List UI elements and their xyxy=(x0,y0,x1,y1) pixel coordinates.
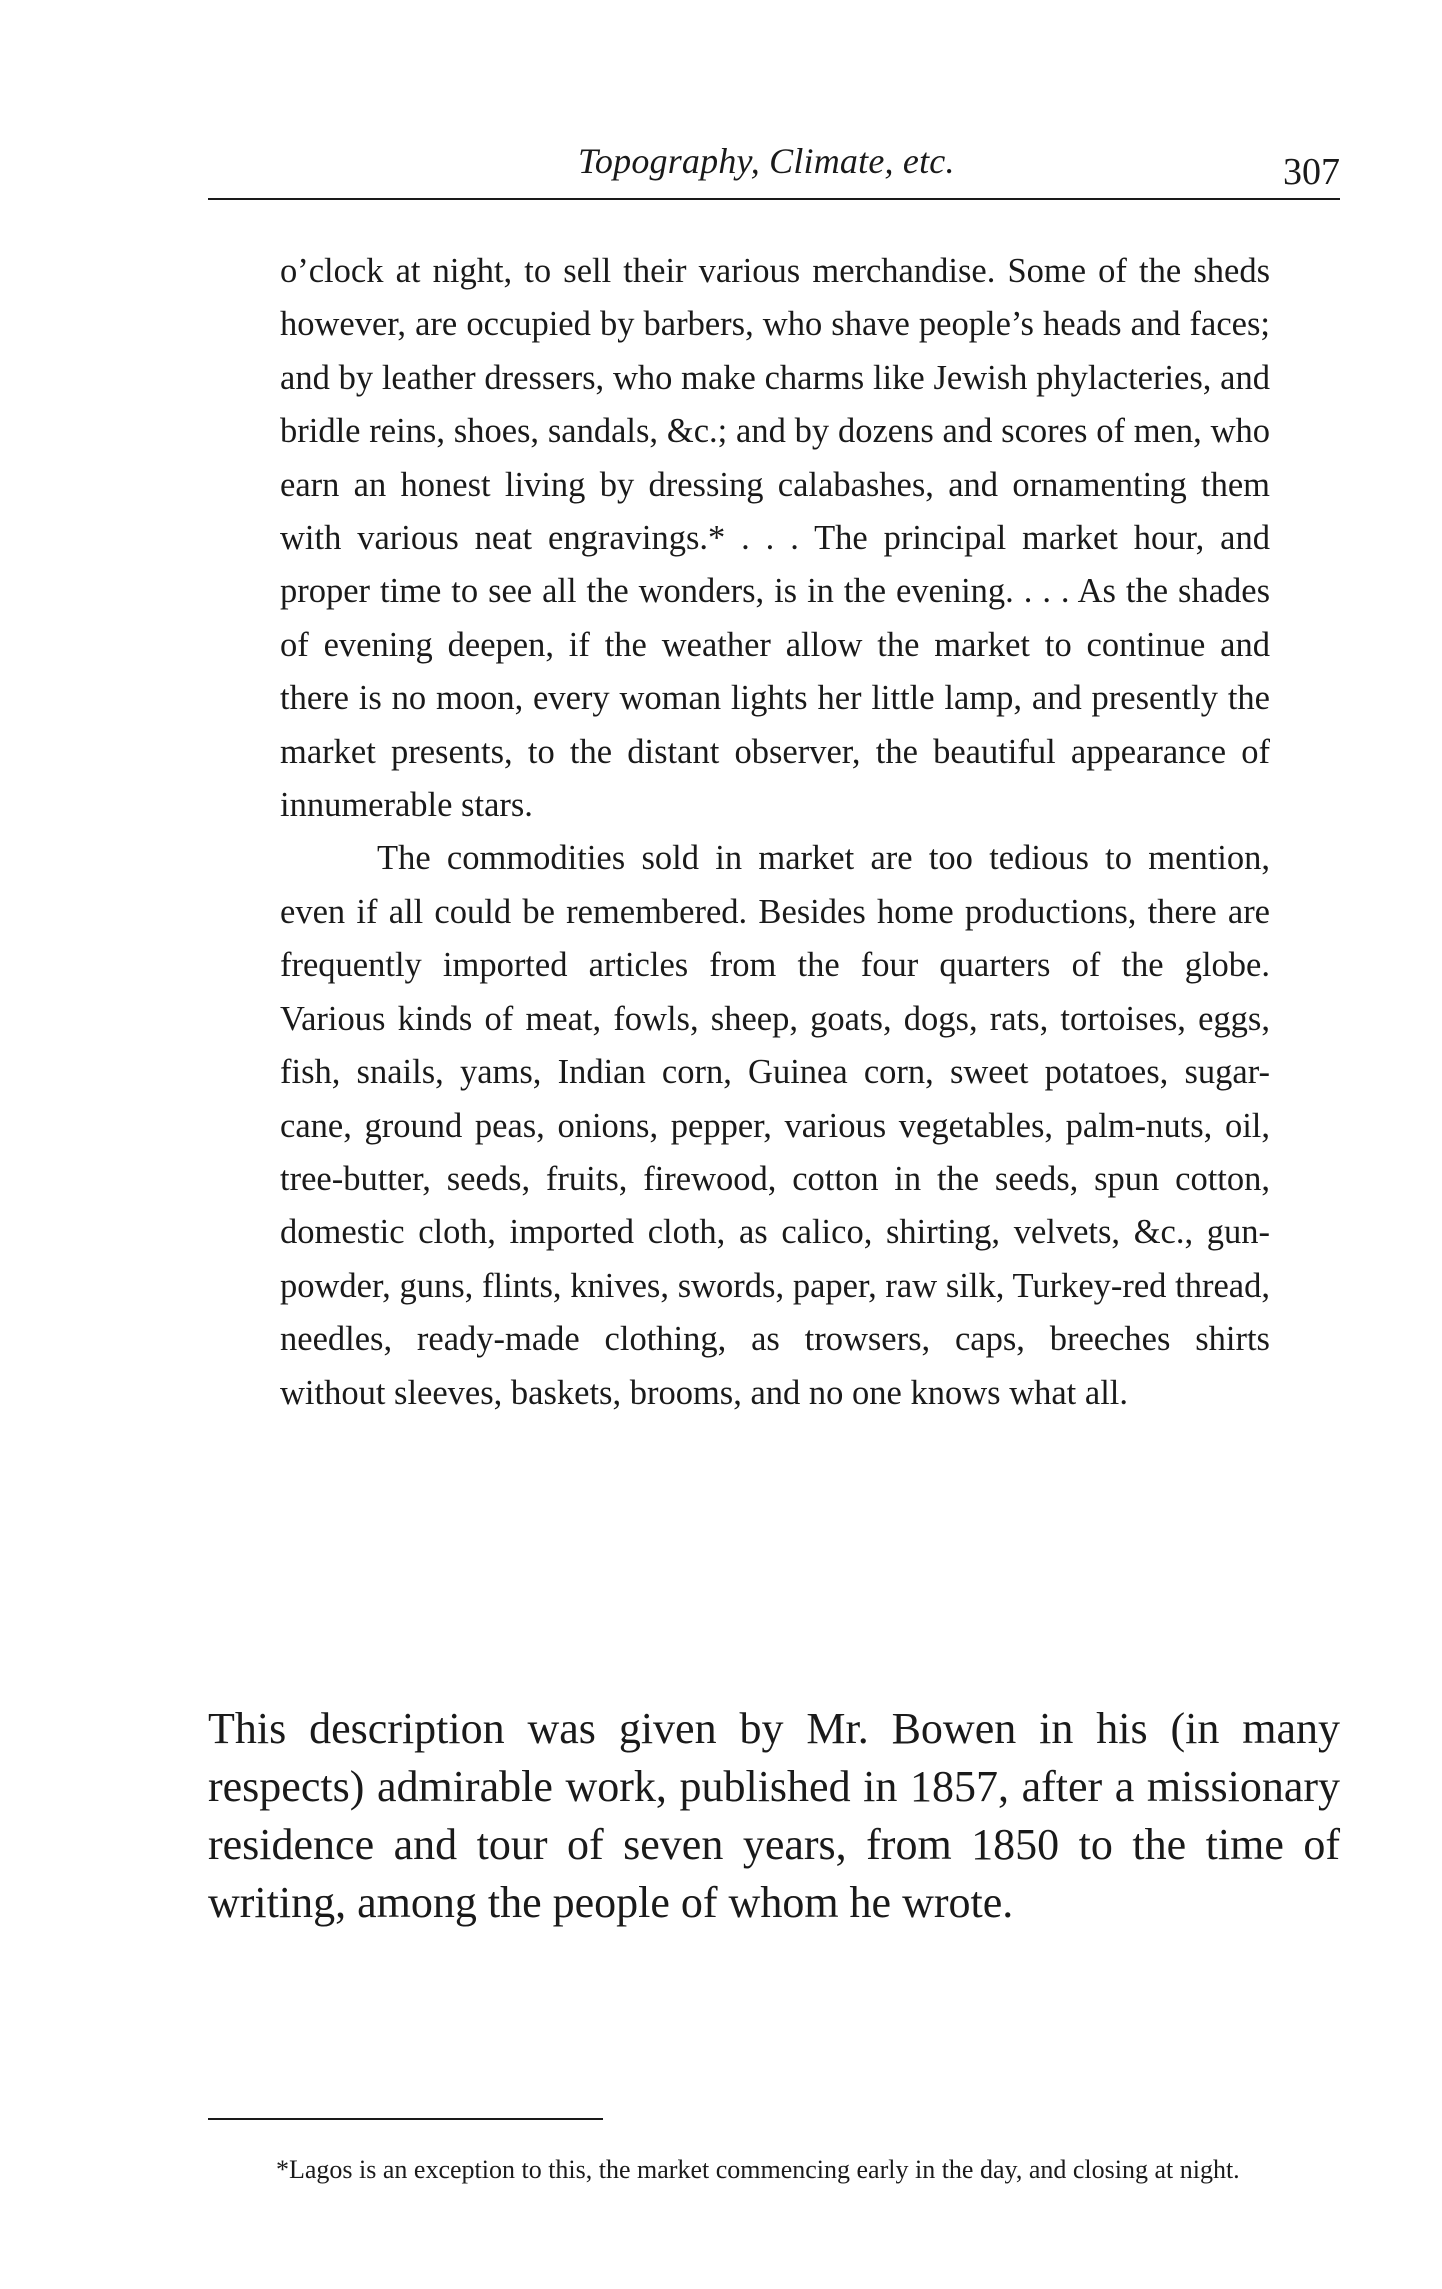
running-header-title: Topography, Climate, etc. xyxy=(578,141,955,181)
footnote xyxy=(208,2150,1348,2190)
running-header xyxy=(208,140,1340,200)
quote-paragraph-2: The commodities sold in market are too tedious to mention, even if all could be remembered. Besides home productions, there are frequently imported articles from the four quarters of the globe. Various kinds of meat, fowls, sheep, goats, dogs, rats, tortoises, eggs, fish, snails, yams, Indian corn, Guinea corn, sweet potatoes, sugar-cane, ground peas, onions, pepper, various vegetables, palm-nuts, oil, tree-butter, seeds, fruits, firewood, cotton in the seeds, spun cotton, domestic cloth, imported cloth, as calico, shirting, velvets, &c., gun-powder, guns, flints, knives, swords, paper, raw silk, Turkey-red thread, needles, ready-made clothing, as trowsers, caps, breeches shirts without sleeves, baskets, brooms, and no one knows what all. xyxy=(280,839,1270,1412)
header-rule xyxy=(208,198,1340,200)
body-text xyxy=(208,1700,1340,1932)
block-quotation xyxy=(280,245,1270,1420)
footnote-rule xyxy=(208,2118,603,2120)
body-paragraph: This description was given by Mr. Bowen in his (in many respects) admirable work, published in 1857, after a missionary residence and tour of seven years, from 1850 to the time of writing, among the people of whom he wrote. xyxy=(208,1704,1340,1927)
quote-paragraph-1: o’clock at night, to sell their various merchandise. Some of the sheds however, are occupied by barbers, who shave people’s heads and faces; and by leather dressers, who make charms like Jewish phylacteries, and bridle reins, shoes, sandals, &c.; and by dozens and scores of men, who earn an honest living by dressing calabashes, and ornamenting them with various neat engravings.* . . . The principal market hour, and proper time to see all the wonders, is in the evening. . . . As the shades of evening deepen, if the weather allow the market to continue and there is no moon, every woman lights her little lamp, and presently the market presents, to the distant observer, the beautiful appearance of innumerable stars. xyxy=(280,252,1270,825)
page-number: 307 xyxy=(1283,151,1340,193)
footnote-text: *Lagos is an exception to this, the market commencing early in the day, and closing at night. xyxy=(276,2155,1240,2184)
